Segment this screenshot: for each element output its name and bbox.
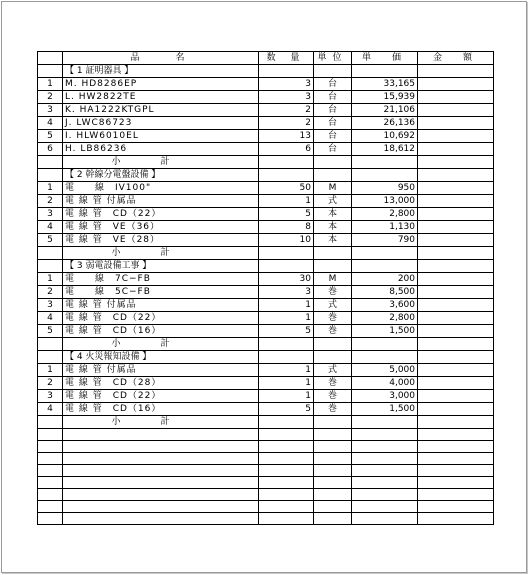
cell-qty <box>259 351 314 364</box>
cell-amount <box>418 501 494 513</box>
cell-unit: 台 <box>314 130 352 143</box>
cell-amount <box>418 477 494 489</box>
cell-price <box>352 65 418 78</box>
cell-no: 3 <box>38 299 63 312</box>
subtotal-row <box>38 156 494 169</box>
cell-price <box>352 513 418 525</box>
cell-name: 電 線 管 CD（22） <box>63 390 259 403</box>
blank-row <box>38 501 494 513</box>
cell-name: 小計 <box>63 156 259 169</box>
cell-price: 8,500 <box>352 286 418 299</box>
cell-no: 3 <box>38 104 63 117</box>
cell-unit: M <box>314 182 352 195</box>
cell-amount <box>418 247 494 260</box>
blank-row <box>38 513 494 525</box>
cell-unit: 巻 <box>314 403 352 416</box>
cell-amount <box>418 312 494 325</box>
cell-price: 18,612 <box>352 143 418 156</box>
cell-amount <box>418 273 494 286</box>
cell-name: 電 線 管 CD（28） <box>63 377 259 390</box>
cell-no: 1 <box>38 78 63 91</box>
cell-name: 電 線 管 VE（36） <box>63 221 259 234</box>
cell-no <box>38 338 63 351</box>
cell-unit <box>314 260 352 273</box>
cell-no <box>38 489 63 501</box>
cell-unit: 巻 <box>314 325 352 338</box>
table-row <box>38 104 494 117</box>
cell-amount <box>418 208 494 221</box>
cell-qty: 1 <box>259 364 314 377</box>
cell-qty <box>259 260 314 273</box>
cell-qty: 2 <box>259 104 314 117</box>
estimate-table <box>37 51 494 525</box>
cell-qty <box>259 416 314 429</box>
cell-amount <box>418 429 494 441</box>
cell-no: 4 <box>38 403 63 416</box>
cell-price: 26,136 <box>352 117 418 130</box>
cell-qty: 8 <box>259 221 314 234</box>
table-row <box>38 286 494 299</box>
cell-name: 【 3 弱電設備工事 】 <box>63 260 259 273</box>
cell-no <box>38 65 63 78</box>
cell-name <box>63 465 259 477</box>
cell-no: 2 <box>38 91 63 104</box>
cell-no: 1 <box>38 273 63 286</box>
cell-qty: 5 <box>259 325 314 338</box>
cell-unit: 台 <box>314 143 352 156</box>
cell-no: 4 <box>38 312 63 325</box>
cell-price <box>352 429 418 441</box>
cell-unit <box>314 65 352 78</box>
blank-row <box>38 489 494 501</box>
cell-no: 2 <box>38 195 63 208</box>
cell-name: 電 線 管 付属品 <box>63 195 259 208</box>
cell-price: 200 <box>352 273 418 286</box>
cell-amount <box>418 143 494 156</box>
cell-unit <box>314 156 352 169</box>
cell-qty: 5 <box>259 208 314 221</box>
cell-name <box>63 489 259 501</box>
cell-amount <box>418 403 494 416</box>
cell-name: H. LB86236 <box>63 143 259 156</box>
cell-name: M. HD8286EP <box>63 78 259 91</box>
cell-no: 5 <box>38 130 63 143</box>
cell-name: 小計 <box>63 247 259 260</box>
cell-qty <box>259 169 314 182</box>
cell-amount <box>418 234 494 247</box>
cell-unit: 巻 <box>314 377 352 390</box>
subtotal-row <box>38 247 494 260</box>
col-header-no <box>38 52 63 65</box>
cell-name: 電 線 管 CD（22） <box>63 208 259 221</box>
section-row <box>38 65 494 78</box>
cell-unit: 本 <box>314 234 352 247</box>
subtotal-row <box>38 416 494 429</box>
cell-unit <box>314 351 352 364</box>
cell-price: 1,130 <box>352 221 418 234</box>
cell-amount <box>418 325 494 338</box>
col-header-name: 品 名 <box>63 52 259 65</box>
cell-qty <box>259 247 314 260</box>
cell-no <box>38 169 63 182</box>
cell-unit <box>314 465 352 477</box>
cell-unit: 式 <box>314 299 352 312</box>
cell-qty <box>259 156 314 169</box>
cell-unit <box>314 501 352 513</box>
cell-name: I. HLW6010EL <box>63 130 259 143</box>
cell-qty: 1 <box>259 377 314 390</box>
blank-row <box>38 429 494 441</box>
cell-amount <box>418 117 494 130</box>
cell-amount <box>418 78 494 91</box>
cell-qty: 3 <box>259 91 314 104</box>
cell-unit: 式 <box>314 195 352 208</box>
cell-amount <box>418 489 494 501</box>
cell-amount <box>418 390 494 403</box>
cell-name <box>63 441 259 453</box>
cell-price: 3,600 <box>352 299 418 312</box>
cell-price <box>352 169 418 182</box>
blank-row <box>38 453 494 465</box>
cell-amount <box>418 156 494 169</box>
table-row <box>38 195 494 208</box>
col-header-price: 単 価 <box>352 52 418 65</box>
cell-amount <box>418 130 494 143</box>
cell-unit <box>314 489 352 501</box>
col-header-amount: 金 額 <box>418 52 494 65</box>
cell-qty <box>259 429 314 441</box>
cell-qty: 50 <box>259 182 314 195</box>
cell-price: 33,165 <box>352 78 418 91</box>
cell-no <box>38 429 63 441</box>
cell-amount <box>418 338 494 351</box>
cell-no <box>38 465 63 477</box>
table-row <box>38 182 494 195</box>
cell-name: J. LWC86723 <box>63 117 259 130</box>
table-row <box>38 299 494 312</box>
table-row <box>38 390 494 403</box>
cell-name: 【 4 火災報知設備 】 <box>63 351 259 364</box>
cell-name: 電 線 管 VE（28） <box>63 234 259 247</box>
cell-price: 2,800 <box>352 312 418 325</box>
cell-name: 電 線 5C−FB <box>63 286 259 299</box>
cell-price: 2,800 <box>352 208 418 221</box>
cell-name: 小計 <box>63 416 259 429</box>
cell-unit: 巻 <box>314 390 352 403</box>
cell-qty: 3 <box>259 78 314 91</box>
cell-no: 4 <box>38 117 63 130</box>
cell-name: 電 線 IV100" <box>63 182 259 195</box>
cell-price: 13,000 <box>352 195 418 208</box>
cell-no <box>38 260 63 273</box>
cell-unit <box>314 247 352 260</box>
cell-no: 6 <box>38 143 63 156</box>
cell-no <box>38 513 63 525</box>
cell-name: 電 線 管 付属品 <box>63 299 259 312</box>
section-row <box>38 260 494 273</box>
cell-amount <box>418 377 494 390</box>
col-header-unit: 単位 <box>314 52 352 65</box>
cell-qty <box>259 489 314 501</box>
cell-unit: 台 <box>314 78 352 91</box>
cell-amount <box>418 351 494 364</box>
table-row <box>38 117 494 130</box>
cell-name: L. HW2822TE <box>63 91 259 104</box>
cell-price <box>352 416 418 429</box>
cell-amount <box>418 416 494 429</box>
section-row <box>38 351 494 364</box>
cell-name <box>63 501 259 513</box>
cell-name: 電 線 7C−FB <box>63 273 259 286</box>
cell-name <box>63 453 259 465</box>
cell-unit: 台 <box>314 91 352 104</box>
table-row <box>38 403 494 416</box>
cell-qty <box>259 513 314 525</box>
cell-price: 4,000 <box>352 377 418 390</box>
cell-unit: 巻 <box>314 286 352 299</box>
cell-price <box>352 489 418 501</box>
cell-amount <box>418 260 494 273</box>
cell-no <box>38 247 63 260</box>
cell-qty: 1 <box>259 299 314 312</box>
cell-qty <box>259 338 314 351</box>
cell-no: 2 <box>38 377 63 390</box>
cell-name: K. HA1222KTGPL <box>63 104 259 117</box>
cell-amount <box>418 104 494 117</box>
cell-amount <box>418 169 494 182</box>
cell-amount <box>418 91 494 104</box>
cell-qty: 1 <box>259 195 314 208</box>
cell-price: 5,000 <box>352 364 418 377</box>
table-row <box>38 325 494 338</box>
cell-no <box>38 416 63 429</box>
cell-unit: M <box>314 273 352 286</box>
cell-qty: 10 <box>259 234 314 247</box>
cell-price <box>352 260 418 273</box>
cell-amount <box>418 299 494 312</box>
cell-name: 電 線 管 CD（16） <box>63 325 259 338</box>
cell-price <box>352 156 418 169</box>
cell-amount <box>418 182 494 195</box>
cell-name <box>63 477 259 489</box>
cell-amount <box>418 65 494 78</box>
cell-no <box>38 441 63 453</box>
table-row <box>38 364 494 377</box>
subtotal-row <box>38 338 494 351</box>
cell-amount <box>418 221 494 234</box>
cell-amount <box>418 364 494 377</box>
cell-amount <box>418 441 494 453</box>
cell-price: 1,500 <box>352 325 418 338</box>
cell-no: 3 <box>38 390 63 403</box>
cell-qty <box>259 501 314 513</box>
cell-no <box>38 453 63 465</box>
cell-no: 1 <box>38 182 63 195</box>
cell-unit <box>314 513 352 525</box>
cell-unit: 式 <box>314 364 352 377</box>
blank-row <box>38 441 494 453</box>
cell-qty <box>259 465 314 477</box>
cell-qty: 6 <box>259 143 314 156</box>
cell-price: 15,939 <box>352 91 418 104</box>
cell-no: 4 <box>38 221 63 234</box>
cell-no <box>38 501 63 513</box>
cell-price: 10,692 <box>352 130 418 143</box>
cell-unit <box>314 416 352 429</box>
table-row <box>38 208 494 221</box>
cell-unit <box>314 477 352 489</box>
cell-qty: 13 <box>259 130 314 143</box>
cell-no <box>38 351 63 364</box>
cell-unit: 台 <box>314 117 352 130</box>
cell-qty <box>259 441 314 453</box>
table-row <box>38 221 494 234</box>
cell-name: 電 線 管 CD（16） <box>63 403 259 416</box>
table-row <box>38 312 494 325</box>
cell-qty: 2 <box>259 117 314 130</box>
cell-price <box>352 477 418 489</box>
cell-name <box>63 429 259 441</box>
cell-amount <box>418 513 494 525</box>
cell-price: 790 <box>352 234 418 247</box>
cell-qty: 1 <box>259 312 314 325</box>
header-row <box>38 52 494 65</box>
cell-price <box>352 501 418 513</box>
cell-no: 5 <box>38 234 63 247</box>
cell-amount <box>418 453 494 465</box>
cell-amount <box>418 195 494 208</box>
table-body <box>38 65 494 525</box>
cell-amount <box>418 286 494 299</box>
cell-unit: 台 <box>314 104 352 117</box>
cell-name: 電 線 管 付属品 <box>63 364 259 377</box>
table-row <box>38 91 494 104</box>
table-row <box>38 78 494 91</box>
cell-qty: 1 <box>259 390 314 403</box>
blank-row <box>38 477 494 489</box>
cell-name <box>63 513 259 525</box>
cell-name: 小計 <box>63 338 259 351</box>
cell-qty <box>259 477 314 489</box>
cell-price: 3,000 <box>352 390 418 403</box>
cell-price <box>352 338 418 351</box>
cell-unit <box>314 338 352 351</box>
cell-price <box>352 441 418 453</box>
cell-unit: 本 <box>314 208 352 221</box>
cell-unit <box>314 169 352 182</box>
cell-price <box>352 351 418 364</box>
cell-name: 【 1 証明器具 】 <box>63 65 259 78</box>
cell-unit <box>314 441 352 453</box>
cell-qty: 3 <box>259 286 314 299</box>
cell-price <box>352 453 418 465</box>
cell-unit: 巻 <box>314 312 352 325</box>
cell-price <box>352 465 418 477</box>
cell-amount <box>418 465 494 477</box>
cell-unit <box>314 429 352 441</box>
table-row <box>38 273 494 286</box>
cell-no: 2 <box>38 286 63 299</box>
cell-price: 21,106 <box>352 104 418 117</box>
cell-no: 5 <box>38 325 63 338</box>
cell-qty <box>259 453 314 465</box>
cell-no: 1 <box>38 364 63 377</box>
col-header-qty: 数 量 <box>259 52 314 65</box>
table-row <box>38 377 494 390</box>
blank-row <box>38 465 494 477</box>
cell-unit: 本 <box>314 221 352 234</box>
cell-name: 電 線 管 CD（22） <box>63 312 259 325</box>
cell-qty <box>259 65 314 78</box>
table-row <box>38 130 494 143</box>
cell-no: 3 <box>38 208 63 221</box>
cell-name: 【 2 幹線分電盤設備 】 <box>63 169 259 182</box>
cell-price <box>352 247 418 260</box>
cell-no <box>38 477 63 489</box>
table-row <box>38 234 494 247</box>
cell-qty: 5 <box>259 403 314 416</box>
cell-no <box>38 156 63 169</box>
table-row <box>38 143 494 156</box>
cell-price: 1,500 <box>352 403 418 416</box>
cell-unit <box>314 453 352 465</box>
cell-price: 950 <box>352 182 418 195</box>
cell-qty: 30 <box>259 273 314 286</box>
section-row <box>38 169 494 182</box>
